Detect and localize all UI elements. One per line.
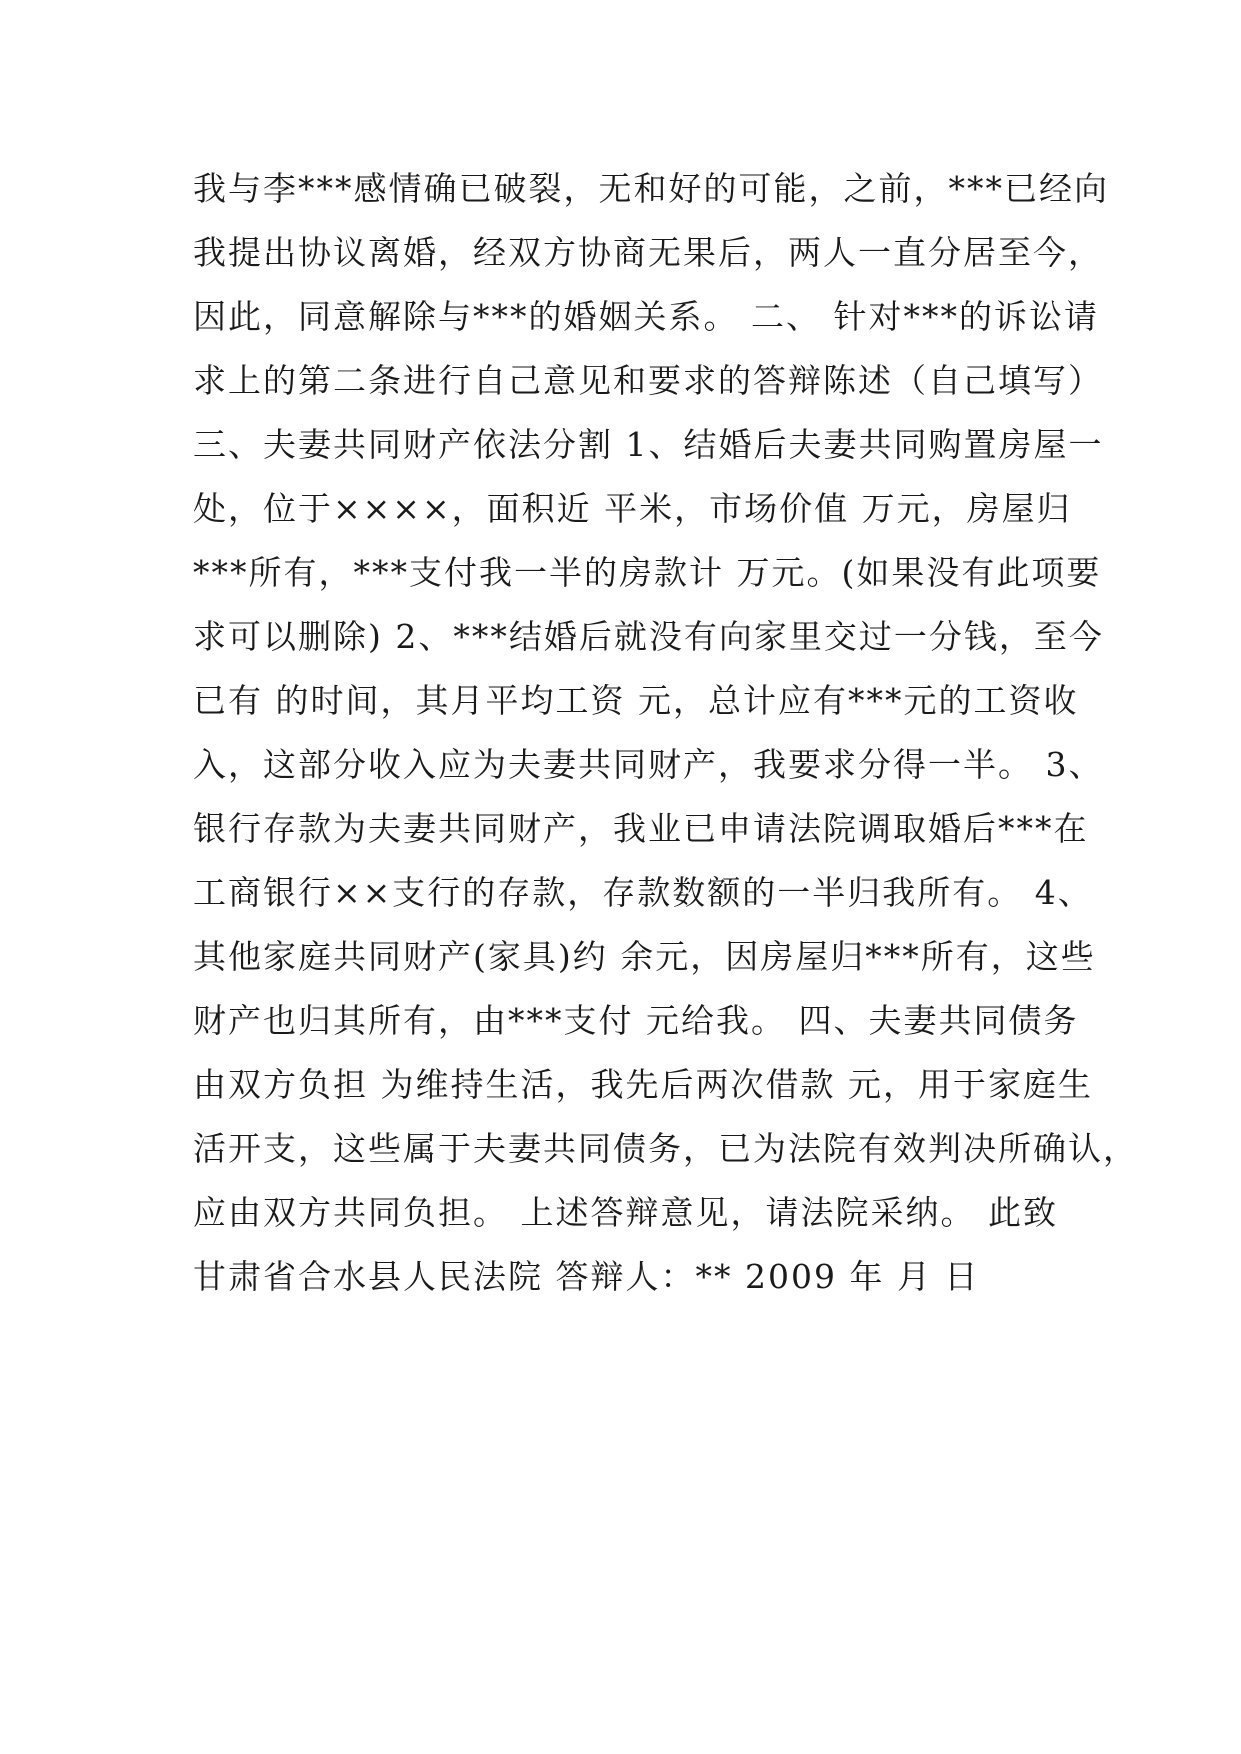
text-line: 求上的第二条进行自己意见和要求的答辩陈述（自己填写） [193, 361, 1103, 400]
text-line: 应由双方共同负担。 上述答辩意见，请法院采纳。 此致 [193, 1193, 1058, 1232]
text-line: 已有 的时间，其月平均工资 元，总计应有***元的工资收 [193, 681, 1079, 720]
text-line: 处，位于××××，面积近 平米，市场价值 万元，房屋归 [193, 489, 1072, 528]
text-line: 求可以删除) 2、***结婚后就没有向家里交过一分钱，至今 [193, 617, 1104, 656]
document-body [193, 157, 1138, 1309]
text-line: 我与李***感情确已破裂，无和好的可能，之前，***已经向 [193, 169, 1109, 208]
text-line: 我提出协议离婚，经双方协商无果后，两人一直分居至今， [193, 233, 1103, 272]
text-line: ***所有，***支付我一半的房款计 万元。(如果没有此项要 [193, 553, 1102, 592]
text-line: 财产也归其所有，由***支付 元给我。 四、夫妻共同债务 [193, 1001, 1079, 1040]
text-line: 因此，同意解除与***的婚姻关系。 二、 针对***的诉讼请 [193, 297, 1099, 336]
text-line: 工商银行××支行的存款，存款数额的一半归我所有。 4、 [193, 873, 1093, 912]
signature-line: 甘肃省合水县人民法院 答辩人：** 2009 年 月 日 [193, 1257, 980, 1296]
text-line: 银行存款为夫妻共同财产，我业已申请法院调取婚后***在 [193, 809, 1089, 848]
text-line: 活开支，这些属于夫妻共同债务，已为法院有效判决所确认， [193, 1129, 1138, 1168]
text-line: 其他家庭共同财产(家具)约 余元，因房屋归***所有，这些 [193, 937, 1096, 976]
text-line: 由双方负担 为维持生活，我先后两次借款 元，用于家庭生 [193, 1065, 1093, 1104]
text-line: 入，这部分收入应为夫妻共同财产，我要求分得一半。 3、 [193, 745, 1104, 784]
text-line: 三、夫妻共同财产依法分割 1、结婚后夫妻共同购置房屋一 [193, 425, 1104, 464]
